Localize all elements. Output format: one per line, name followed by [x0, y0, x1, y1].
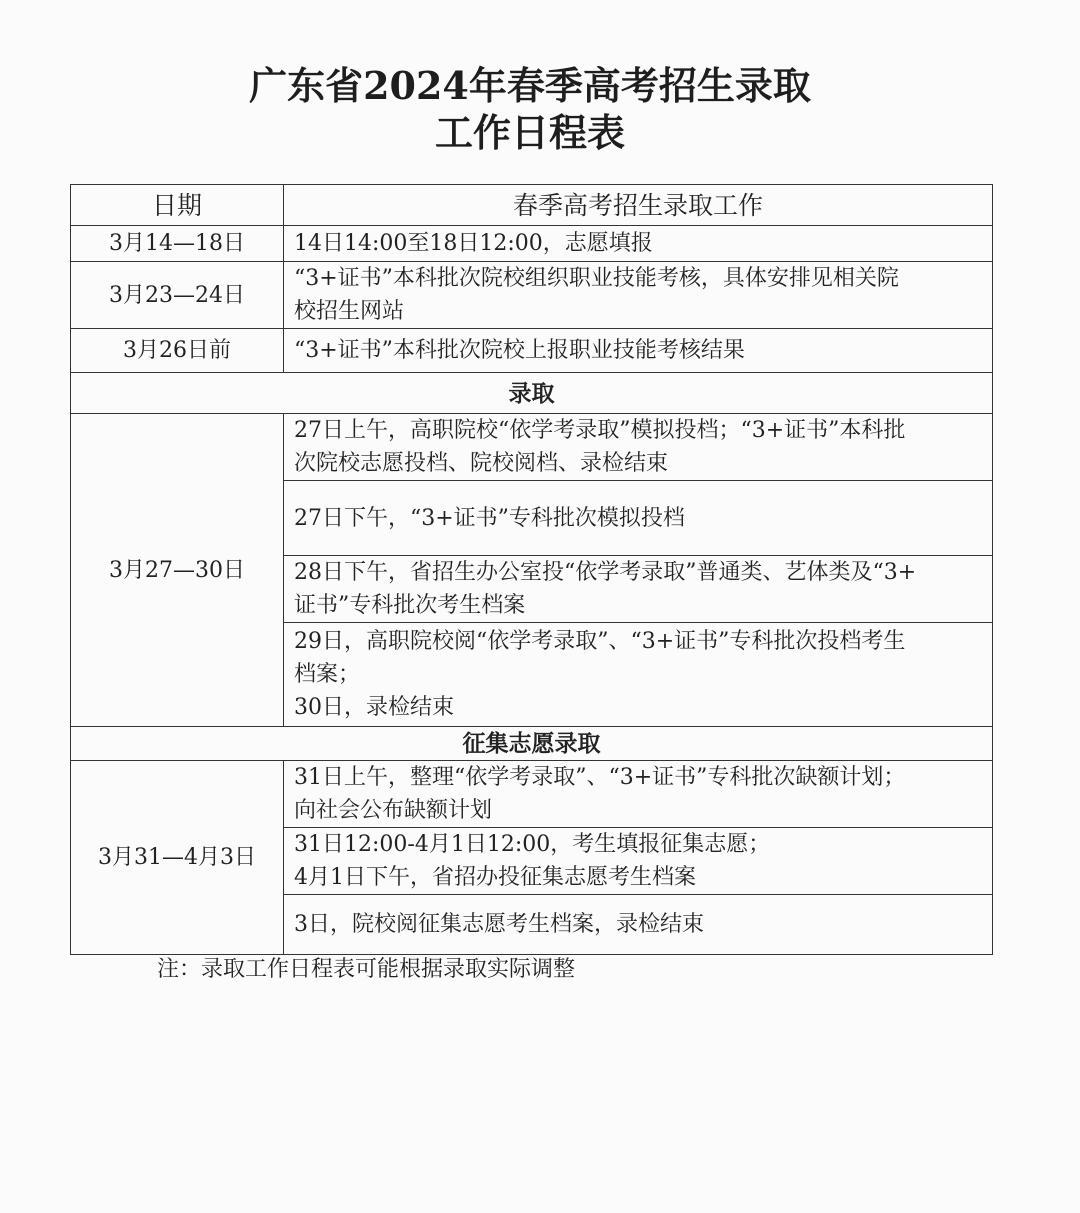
row-work: 14日14:00至18日12:00，志愿填报	[284, 226, 993, 262]
section-admission: 录取	[71, 373, 993, 414]
table-row	[71, 262, 993, 329]
schedule-table	[70, 184, 993, 955]
document-title: 广东省2024年春季高考招生录取	[249, 63, 811, 108]
header-work: 春季高考招生录取工作	[284, 185, 993, 226]
row-date: 3月14—18日	[71, 226, 284, 262]
row-work: 29日，高职院校阅“依学考录取”、“3+证书”专科批次投档考生 档案； 30日，录检结束	[284, 623, 993, 727]
row-date: 3月23—24日	[71, 262, 284, 329]
group-date: 3月31—4月3日	[71, 761, 284, 955]
document-subtitle: 工作日程表	[434, 110, 625, 155]
section-row	[71, 373, 993, 414]
row-work: 3日，院校阅征集志愿考生档案，录检结束	[284, 895, 993, 955]
row-work: 31日上午，整理“依学考录取”、“3+证书”专科批次缺额计划； 向社会公布缺额计划	[284, 761, 993, 828]
table-row	[71, 761, 993, 828]
footnote: 注：录取工作日程表可能根据录取实际调整	[157, 957, 576, 982]
table-row	[71, 226, 993, 262]
row-work: 27日下午，“3+证书”专科批次模拟投档	[284, 481, 993, 556]
table-header-row	[71, 185, 993, 226]
row-work: 28日下午，省招生办公室投“依学考录取”普通类、艺体类及“3+ 证书”专科批次考生档案	[284, 556, 993, 623]
table-row	[71, 414, 993, 481]
header-date: 日期	[71, 185, 284, 226]
row-work: 27日上午，高职院校“依学考录取”模拟投档；“3+证书”本科批 次院校志愿投档、院校阅档、录检结束	[284, 414, 993, 481]
group-date: 3月27—30日	[71, 414, 284, 727]
row-work: “3+证书”本科批次院校上报职业技能考核结果	[284, 329, 993, 373]
row-work: 31日12:00-4月1日12:00，考生填报征集志愿； 4月1日下午，省招办投征集志愿考生档案	[284, 828, 993, 895]
row-date: 3月26日前	[71, 329, 284, 373]
section-supplementary: 征集志愿录取	[71, 727, 993, 761]
row-work: “3+证书”本科批次院校组织职业技能考核，具体安排见相关院 校招生网站	[284, 262, 993, 329]
section-row	[71, 727, 993, 761]
table-row	[71, 329, 993, 373]
